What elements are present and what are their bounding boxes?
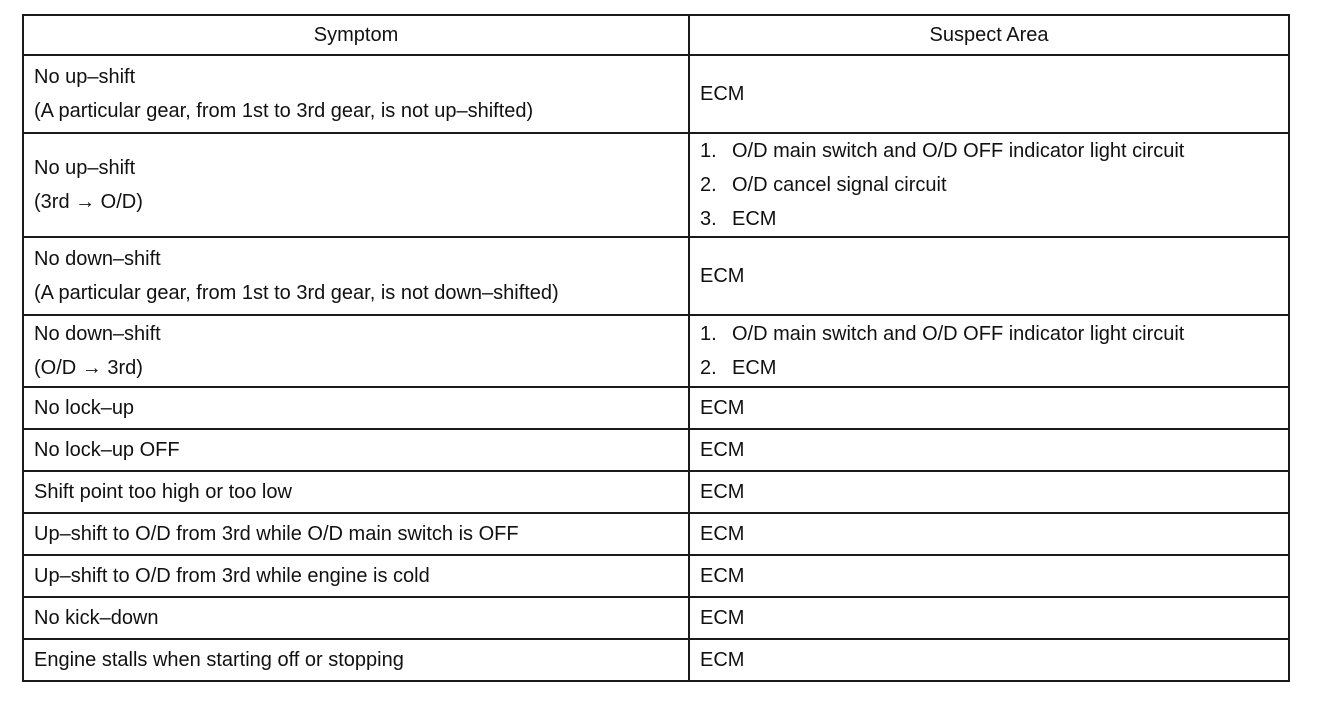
suspect-text: O/D main switch and O/D OFF indicator light circuit: [732, 140, 1185, 162]
suspect-text: ECM: [700, 265, 745, 287]
suspect-list-item: [700, 134, 1278, 168]
suspect-cell: ECM: [689, 513, 1289, 555]
symptom-cell: [23, 237, 689, 315]
symptom-cell: Up–shift to O/D from 3rd while O/D main switch is OFF: [23, 513, 689, 555]
symptom-text: No down–shift: [34, 323, 161, 345]
header-symptom: Symptom: [23, 15, 689, 55]
symptom-cell: No lock–up: [23, 387, 689, 429]
table-row: [23, 513, 1289, 555]
item-number: 2.: [700, 174, 717, 196]
table-row: [23, 237, 1289, 315]
suspect-text: ECM: [732, 208, 777, 230]
suspect-text: O/D main switch and O/D OFF indicator light circuit: [732, 323, 1185, 345]
symptom-cell: Shift point too high or too low: [23, 471, 689, 513]
suspect-cell: ECM: [689, 597, 1289, 639]
suspect-list-item: [700, 317, 1278, 351]
table-row: [23, 133, 1289, 237]
table-row: [23, 55, 1289, 133]
suspect-cell: [689, 55, 1289, 133]
suspect-cell: [689, 315, 1289, 387]
suspect-cell: ECM: [689, 387, 1289, 429]
symptom-cell: Engine stalls when starting off or stopping: [23, 639, 689, 681]
symptom-cell: [23, 133, 689, 237]
header-suspect-area: Suspect Area: [689, 15, 1289, 55]
suspect-text: ECM: [700, 83, 745, 105]
symptom-cell: [23, 315, 689, 387]
suspect-cell: [689, 133, 1289, 237]
table-row: [23, 471, 1289, 513]
suspect-text: ECM: [732, 357, 777, 379]
suspect-cell: ECM: [689, 471, 1289, 513]
item-number: 2.: [700, 357, 717, 379]
item-number: 1.: [700, 140, 717, 162]
suspect-text: O/D cancel signal circuit: [732, 174, 947, 196]
symptom-suspect-table: [22, 14, 1290, 682]
suspect-list-item: [700, 351, 1278, 385]
header-row: [23, 15, 1289, 55]
item-number: 3.: [700, 208, 717, 230]
symptom-text: No up–shift: [34, 157, 136, 179]
symptom-detail: (3rd → O/D): [34, 191, 143, 213]
symptom-cell: No lock–up OFF: [23, 429, 689, 471]
suspect-list: [700, 317, 1278, 385]
item-number: 1.: [700, 323, 717, 345]
symptom-cell: Up–shift to O/D from 3rd while engine is cold: [23, 555, 689, 597]
symptom-text: No down–shift: [34, 248, 161, 270]
troubleshooting-table-container: [22, 14, 1288, 682]
table-row: [23, 387, 1289, 429]
table-row: [23, 597, 1289, 639]
symptom-detail: (A particular gear, from 1st to 3rd gear, is not up–shifted): [34, 100, 534, 122]
symptom-text: No up–shift: [34, 66, 136, 88]
symptom-detail: (O/D → 3rd): [34, 357, 143, 379]
table-row: [23, 639, 1289, 681]
suspect-list: [700, 134, 1278, 236]
table-row: [23, 555, 1289, 597]
suspect-list-item: [700, 168, 1278, 202]
suspect-cell: ECM: [689, 555, 1289, 597]
suspect-cell: ECM: [689, 429, 1289, 471]
table-row: [23, 429, 1289, 471]
symptom-cell: No kick–down: [23, 597, 689, 639]
suspect-cell: [689, 237, 1289, 315]
table-row: [23, 315, 1289, 387]
suspect-cell: ECM: [689, 639, 1289, 681]
symptom-detail: (A particular gear, from 1st to 3rd gear, is not down–shifted): [34, 282, 559, 304]
symptom-cell: [23, 55, 689, 133]
suspect-list-item: [700, 202, 1278, 236]
